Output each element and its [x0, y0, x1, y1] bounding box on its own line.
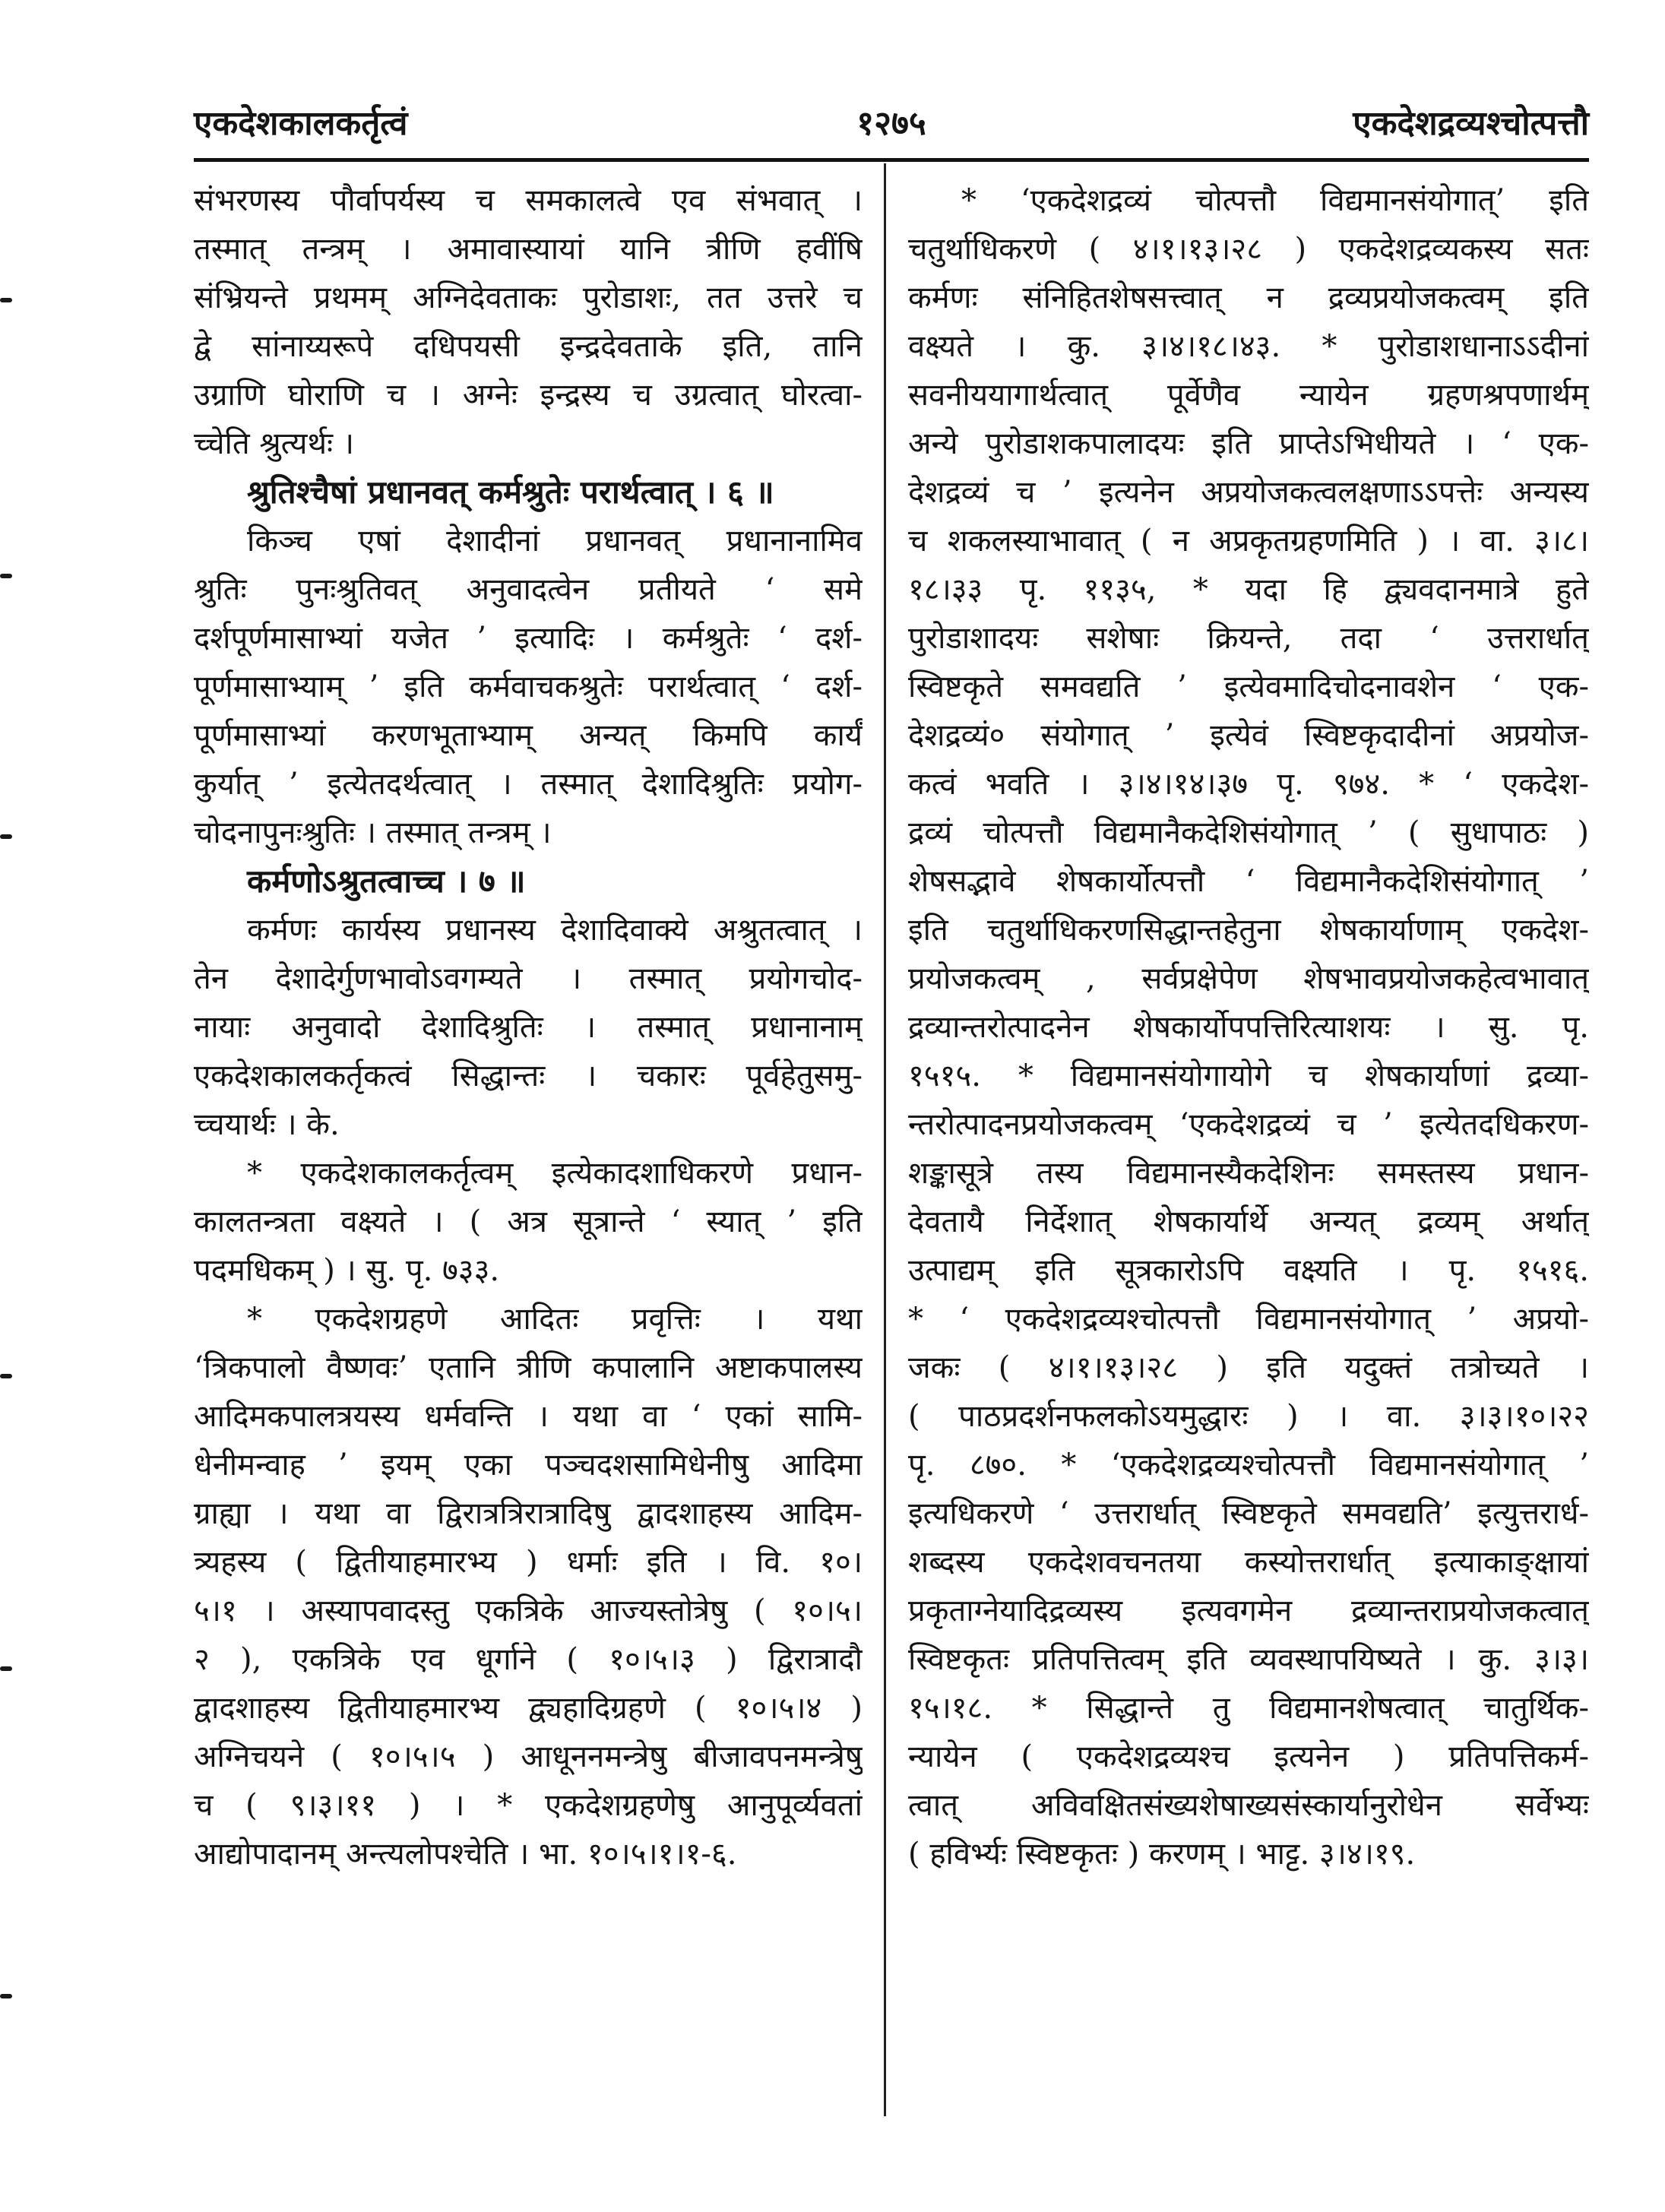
text-line: संभ्रियन्ते प्रथमम् अग्निदेवताकः पुरोडाशः, तत उत्तरे च — [194, 280, 863, 315]
text-line: सवनीययागार्थत्वात् पूर्वेणैव न्यायेन ग्रहणश्रपणार्थम् — [908, 378, 1589, 413]
text-line: इत्यधिकरणे ‘ उत्तरार्धात् स्विष्टकृते समवद्यति’ इत्युत्तरार्ध- — [908, 1496, 1589, 1531]
text-line: तेन देशादेर्गुणभावोऽवगम्यते । तस्मात् प्रयोगचोद- — [194, 961, 863, 996]
text-line: दर्शपूर्णमासाभ्यां यजेत ’ इत्यादिः । कर्मश्रुतेः ‘ दर्श- — [194, 621, 863, 656]
margin-mark — [0, 1666, 12, 1671]
text-line: द्वादशाहस्य द्वितीयाहमारभ्य द्व्यहादिग्रहणे ( १०।५।४ ) — [194, 1691, 863, 1726]
text-line: * ‘ एकदेशद्रव्यश्चोत्पत्तौ विद्यमानसंयोगात् ’ अप्रयो- — [908, 1302, 1589, 1337]
text-line: जकः ( ४।१।१३।२८ ) इति यदुक्तं तत्रोच्यते । — [908, 1350, 1589, 1385]
text-line: पूर्णमासाभ्यां करणभूताभ्याम् अन्यत् किमपि कार्यं — [194, 718, 863, 753]
text-line: देवतायै निर्देशात् शेषकार्यार्थे अन्यत् द्रव्यम् अर्थात् — [908, 1204, 1589, 1239]
text-line: १५१५. * विद्यमानसंयोगायोगे च शेषकार्याणां द्रव्या- — [908, 1059, 1589, 1093]
text-line: स्विष्टकृतः प्रतिपत्तित्वम् इति व्यवस्थापयिष्यते । कु. ३।३। — [908, 1642, 1589, 1677]
text-line: उत्पाद्यम् इति सूत्रकारोऽपि वक्ष्यति । पृ. १५१६. — [908, 1253, 1589, 1288]
text-line: एकदेशकालकर्तृकत्वं सिद्धान्तः । चकारः पूर्वहेतुसमु- — [194, 1059, 863, 1093]
text-line: किञ्च एषां देशादीनां प्रधानवत् प्रधानानामिव — [247, 524, 863, 559]
margin-mark — [0, 834, 12, 839]
text-line: उग्राणि घोराणि च । अग्नेः इन्द्रस्य च उग्रत्वात् घोरत्वा- — [194, 378, 863, 413]
text-line: कत्वं भवति । ३।४।१४।३७ पृ. ९७४. * ‘ एकदेश- — [908, 767, 1589, 802]
text-line: पूर्णमासाभ्याम् ’ इति कर्मवाचकश्रुतेः परार्थत्वात् ‘ दर्श- — [194, 669, 863, 704]
text-line: ग्राह्या । यथा वा द्विरात्रत्रिरात्रादिषु द्वादशाहस्य आदिम- — [194, 1496, 863, 1531]
text-line: च ( ९।३।११ ) । * एकदेशग्रहणेषु आनुपूर्व्यवतां — [194, 1788, 863, 1823]
text-line: देशद्रव्यं च ’ इत्यनेन अप्रयोजकत्वलक्षणाऽऽपत्तेः अन्यस्य — [908, 475, 1589, 510]
text-line: च शकलस्याभावात् ( न अप्रकृतग्रहणमिति ) । वा. ३।८। — [908, 524, 1589, 559]
text-line: पुरोडाशादयः सशेषाः क्रियन्ते, तदा ‘ उत्तरार्धात् — [908, 621, 1589, 656]
margin-mark — [0, 298, 12, 302]
text-line: १५।१८. * सिद्धान्ते तु विद्यमानशेषत्वात् चातुर्थिक- — [908, 1691, 1589, 1726]
text-line: त्र्यहस्य ( द्वितीयाहमारभ्य ) धर्माः इति । वि. १०। — [194, 1545, 863, 1580]
text-line: कालतन्त्रता वक्ष्यते । ( अत्र सूत्रान्ते ‘ स्यात् ’ इति — [194, 1204, 863, 1239]
text-line: संभरणस्य पौर्वापर्यस्य च समकालत्वे एव संभवात् । — [194, 183, 863, 218]
text-line: ‘त्रिकपालो वैष्णवः’ एतानि त्रीणि कपालानि अष्टाकपालस्य — [194, 1350, 863, 1385]
text-line: शङ्कासूत्रे तस्य विद्यमानस्यैकदेशिनः समस्तस्य प्रधान- — [908, 1156, 1589, 1191]
running-head-left: एकदेशकालकर्तृत्वं — [194, 104, 408, 143]
text-line: न्यायेन ( एकदेशद्रव्यश्च इत्यनेन ) प्रतिपत्तिकर्म- — [908, 1739, 1589, 1774]
text-line: च्चेति श्रुत्यर्थः । — [194, 426, 354, 461]
text-line: प्रयोजकत्वम् , सर्वप्रक्षेपेण शेषभावप्रयोजकहेत्वभावात् — [908, 961, 1589, 996]
text-line: शेषसद्भावे शेषकार्योत्पत्तौ ‘ विद्यमानैकदेशिसंयोगात् ’ — [908, 864, 1589, 899]
text-line: * ‘एकदेशद्रव्यं चोत्पत्तौ विद्यमानसंयोगात्’ इति — [961, 183, 1589, 218]
page-header — [194, 97, 1589, 150]
text-line: * एकदेशकालकर्तृत्वम् इत्येकादशाधिकरणे प्रधान- — [247, 1156, 863, 1191]
text-line: ५।१ । अस्यापवादस्तु एकत्रिके आज्यस्तोत्रेषु ( १०।५। — [194, 1593, 863, 1628]
text-line: द्वे सांनाय्यरूपे दधिपयसी इन्द्रदेवताके इति, तानि — [194, 329, 863, 364]
text-line: * एकदेशग्रहणे आदितः प्रवृत्तिः । यथा — [247, 1302, 863, 1337]
text-line: आद्योपादानम् अन्त्यलोपश्चेति । भा. १०।५।१।१-६. — [194, 1837, 737, 1872]
text-line: कर्मणः कार्यस्य प्रधानस्य देशादिवाक्ये अश्रुतत्वात् । — [247, 913, 863, 948]
column-divider — [884, 163, 886, 2116]
text-line: तस्मात् तन्त्रम् । अमावास्यायां यानि त्रीणि हवींषि — [194, 232, 863, 267]
running-head-right: एकदेशद्रव्यश्चोत्पत्तौ — [1353, 104, 1589, 143]
text-line: चोदनापुनःश्रुतिः । तस्मात् तन्त्रम् । — [194, 815, 552, 850]
text-line: द्रव्यं चोत्पत्तौ विद्यमानैकदेशिसंयोगात् ’ ( सुधापाठः ) — [908, 815, 1589, 850]
text-line: देशद्रव्यं० संयोगात् ’ इत्येवं स्विष्टकृदादीनां अप्रयोज- — [908, 718, 1589, 753]
text-line: पदमधिकम् ) । सु. पृ. ७३३. — [194, 1253, 500, 1288]
text-line: १८।३३ पृ. ११३५, * यदा हि द्व्यवदानमात्रे हुते — [908, 572, 1589, 607]
margin-mark — [0, 574, 12, 578]
text-line: २ ), एकत्रिके एव धूर्गाने ( १०।५।३ ) द्विरात्रादौ — [194, 1642, 863, 1677]
sutra-line: कर्मणोऽश्रुतत्वाच्च । ७ ॥ — [247, 862, 526, 900]
text-line: अन्ये पुरोडाशकपालादयः इति प्राप्तेऽभिधीयते । ‘ एक- — [908, 426, 1589, 461]
page-number: १२७५ — [856, 104, 926, 143]
text-line: धेनीमन्वाह ’ इयम् एका पञ्चदशसामिधेनीषु आदिमा — [194, 1448, 863, 1483]
text-line: आदिमकपालत्रयस्य धर्मवन्ति । यथा वा ‘ एकां सामि- — [194, 1399, 863, 1434]
margin-mark — [0, 1994, 12, 1998]
margin-mark — [0, 1374, 12, 1378]
text-line: श्रुतिः पुनःश्रुतिवत् अनुवादत्वेन प्रतीयते ‘ समे — [194, 572, 863, 607]
left-column — [194, 176, 863, 1878]
text-line: पृ. ८७०. * ‘एकदेशद्रव्यश्चोत्पत्तौ विद्यमानसंयोगात् ’ — [908, 1448, 1589, 1483]
text-line: प्रकृताग्नेयादिद्रव्यस्य इत्यवगमेन द्रव्यान्तराप्रयोजकत्वात् — [908, 1593, 1589, 1628]
text-line: वक्ष्यते । कु. ३।४।१८।४३. * पुरोडाशधानाऽऽदीनां — [908, 329, 1589, 364]
text-line: शब्दस्य एकदेशवचनतया कस्योत्तरार्धात् इत्याकाङ्क्षायां — [908, 1545, 1589, 1580]
text-line: त्वात् अविवक्षितसंख्यशेषाख्यसंस्कार्यानुरोधेन सर्वेभ्यः — [908, 1788, 1589, 1823]
header-rule — [194, 158, 1589, 162]
text-line: कुर्यात् ’ इत्येतदर्थत्वात् । तस्मात् देशादिश्रुतिः प्रयोग- — [194, 767, 863, 802]
text-line: न्तरोत्पादनप्रयोजकत्वम् ‘एकदेशद्रव्यं च ’ इत्येतदधिकरण- — [908, 1107, 1589, 1142]
right-column — [908, 176, 1589, 1878]
text-line: इति चतुर्थाधिकरणसिद्धान्तहेतुना शेषकार्याणाम् एकदेश- — [908, 913, 1589, 948]
text-line: ( पाठप्रदर्शनफलकोऽयमुद्धारः ) । वा. ३।३।१०।२२ — [908, 1399, 1589, 1434]
sutra-line: श्रुतिश्चैषां प्रधानवत् कर्मश्रुतेः परार्थत्वात् । ६ ॥ — [247, 473, 774, 511]
text-line: द्रव्यान्तरोत्पादनेन शेषकार्योपपत्तिरित्याशयः । सु. पृ. — [908, 1010, 1589, 1045]
text-line: ( हविर्भ्यः स्विष्टकृतः ) करणम् । भाट्ट. ३।४।१९. — [908, 1837, 1416, 1872]
text-line: अग्निचयने ( १०।५।५ ) आधूननमन्त्रेषु बीजावपनमन्त्रेषु — [194, 1739, 863, 1774]
text-line: च्चयार्थः । के. — [194, 1107, 340, 1142]
text-line: स्विष्टकृते समवद्यति ’ इत्येवमादिचोदनावशेन ‘ एक- — [908, 669, 1589, 704]
text-line: चतुर्थाधिकरणे ( ४।१।१३।२८ ) एकदेशद्रव्यकस्य सतः — [908, 232, 1589, 267]
text-line: नायाः अनुवादो देशादिश्रुतिः । तस्मात् प्रधानानाम् — [194, 1010, 863, 1045]
text-line: कर्मणः संनिहितशेषसत्त्वात् न द्रव्यप्रयोजकत्वम् इति — [908, 280, 1589, 315]
